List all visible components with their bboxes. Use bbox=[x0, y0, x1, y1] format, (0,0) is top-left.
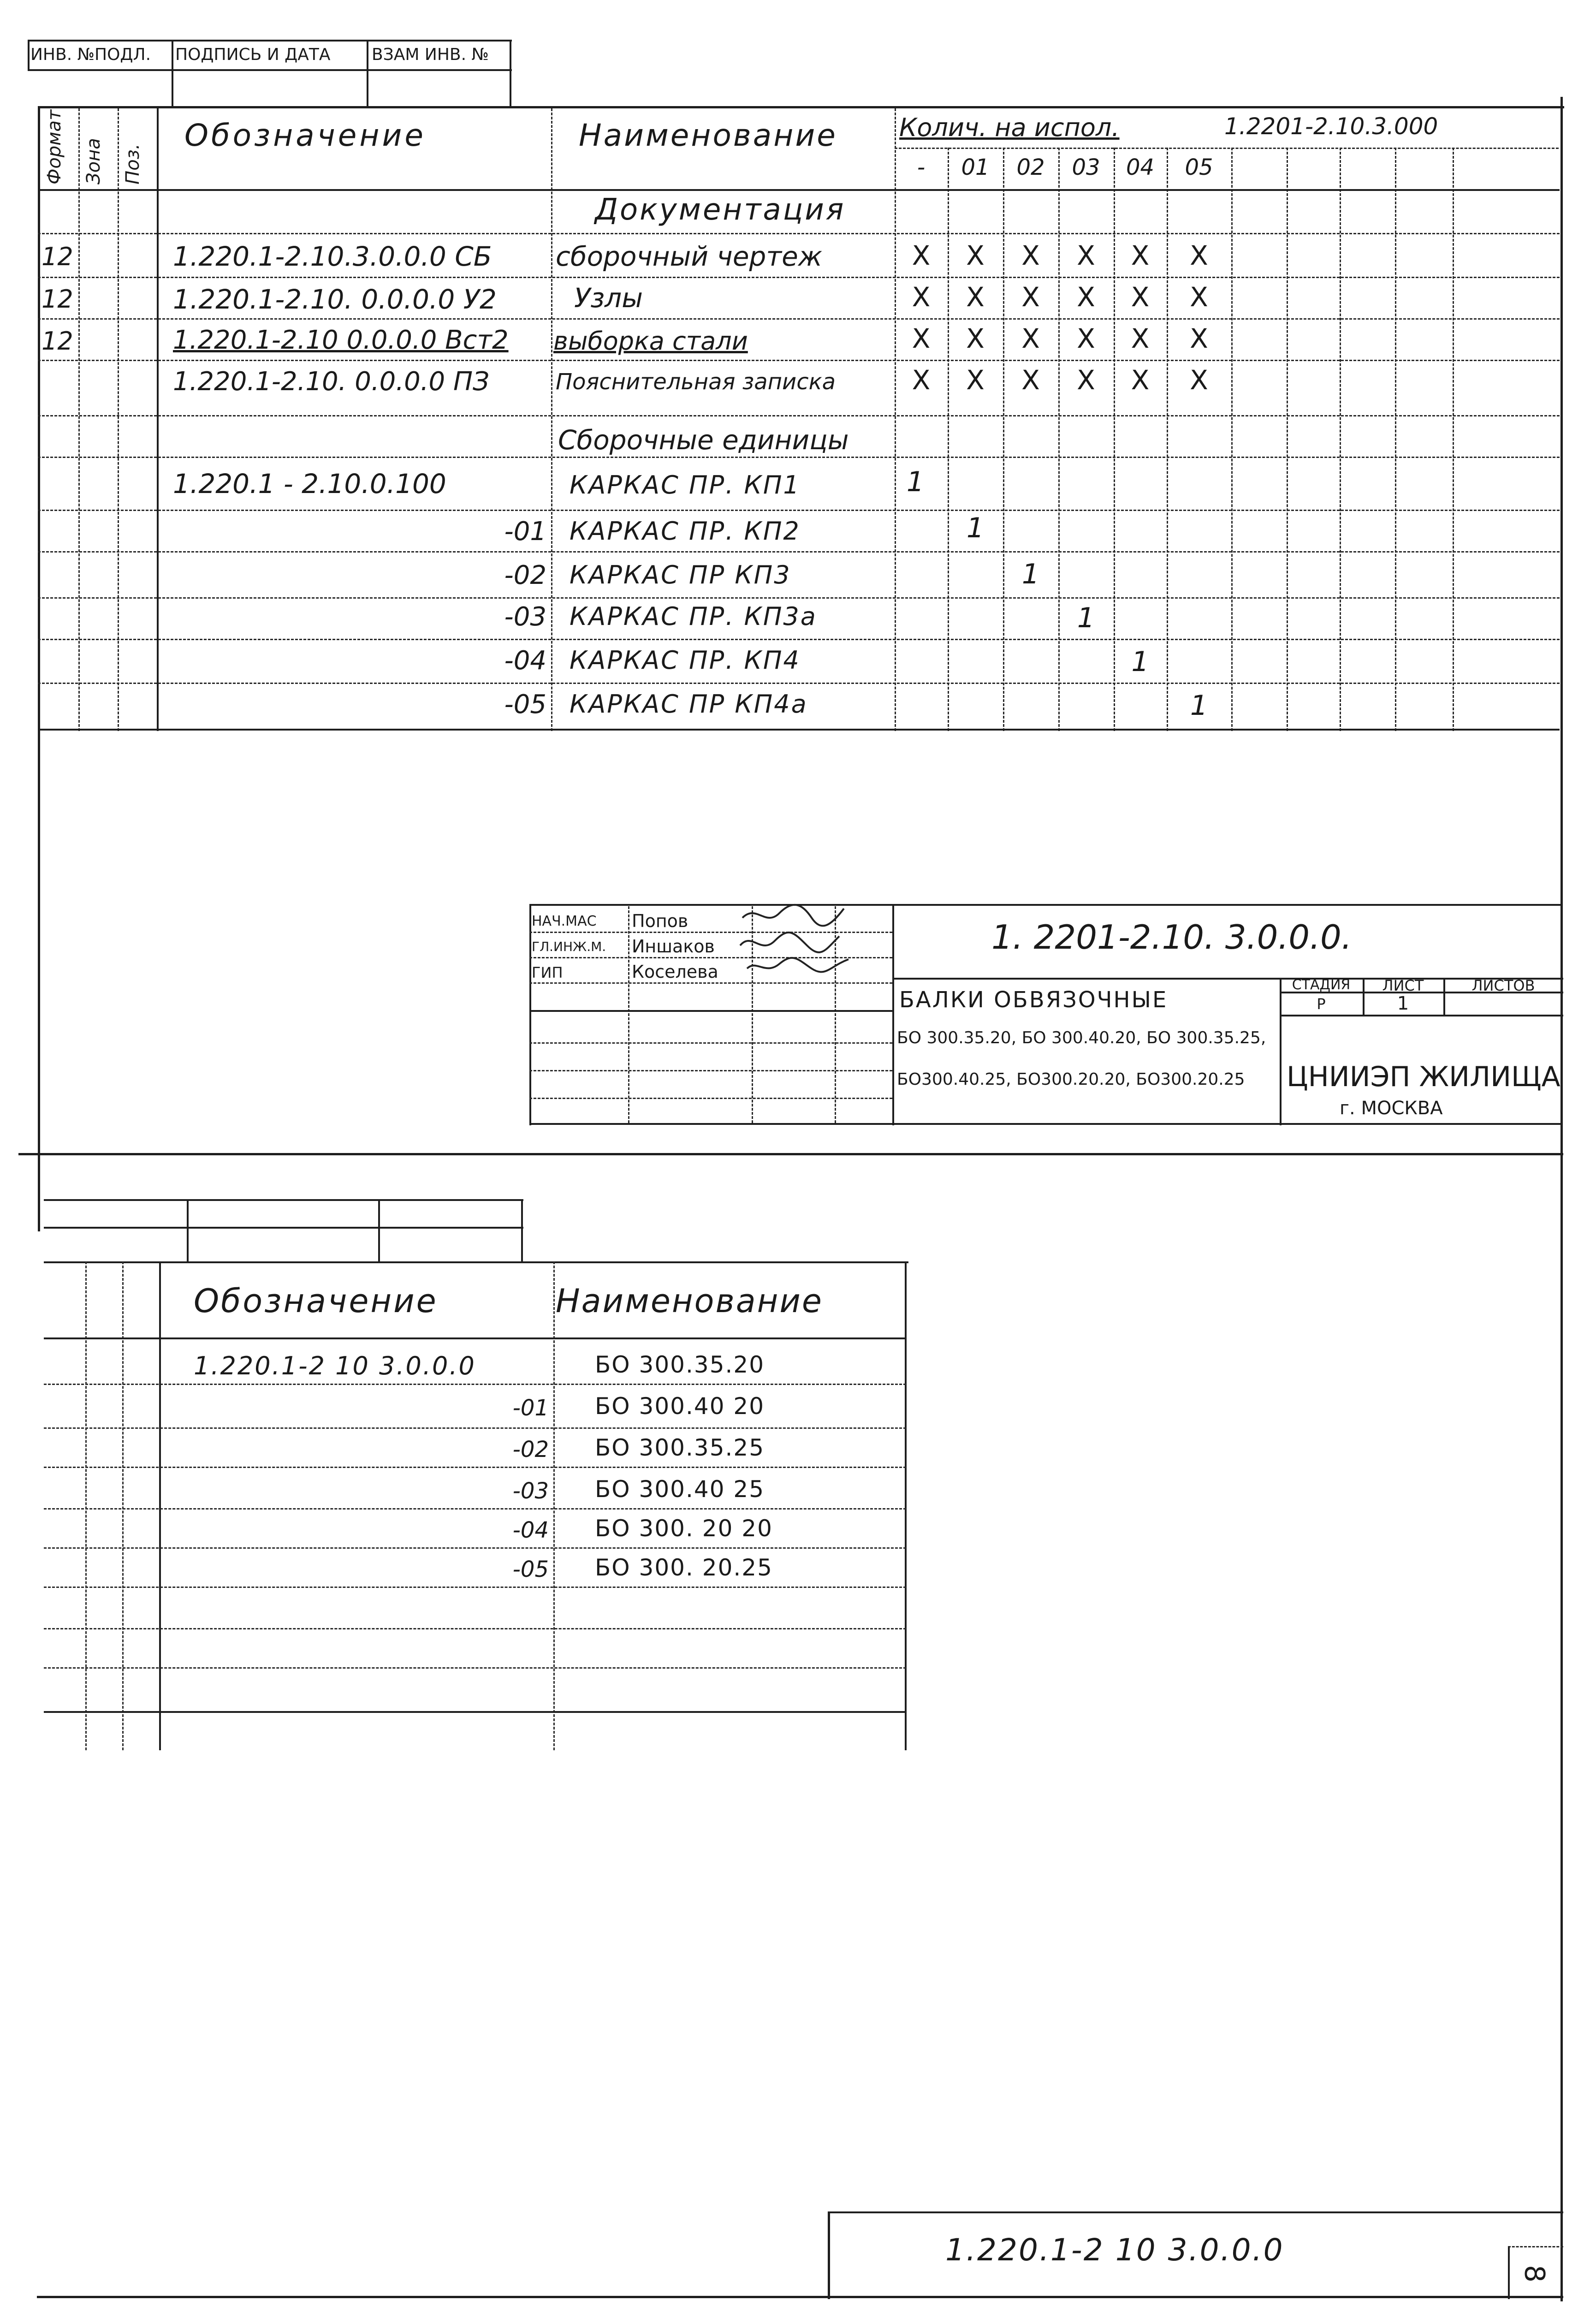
stamp-inv-no: ИНВ. №ПОДЛ. bbox=[30, 45, 151, 64]
row-designation: -05 bbox=[504, 689, 546, 719]
sheets-label: ЛИСТОВ bbox=[1471, 977, 1535, 994]
row-format: 12 bbox=[42, 242, 73, 271]
row-mark: X bbox=[966, 323, 985, 354]
stamp-vzam: ВЗАМ ИНВ. № bbox=[372, 45, 489, 64]
col-header-qty: Колич. на испол. bbox=[899, 113, 1120, 142]
row-mark: X bbox=[912, 364, 931, 396]
row-designation: -03 bbox=[504, 602, 546, 632]
row-name: КАРКАС ПР КП4а bbox=[570, 689, 808, 719]
role-label: НАЧ.МАС bbox=[532, 913, 597, 929]
organization-city: г. МОСКВА bbox=[1340, 1098, 1443, 1119]
row-designation: 1.220.1 - 2.10.0.100 bbox=[173, 468, 446, 499]
row-mark: X bbox=[912, 281, 931, 313]
row-designation: 1.220.1-2.10 0.0.0.0 Вст2 bbox=[173, 325, 509, 355]
row-mark: X bbox=[1021, 364, 1040, 396]
row-mark: X bbox=[966, 240, 985, 271]
variant-designation: -01 bbox=[512, 1395, 549, 1421]
row-mark: X bbox=[1131, 364, 1150, 396]
row-mark: X bbox=[1021, 281, 1040, 313]
stage-value: Р bbox=[1317, 995, 1326, 1013]
row-designation: -01 bbox=[504, 517, 546, 547]
role-name: Иншаков bbox=[632, 936, 715, 957]
row-name: КАРКАС ПР. КП3а bbox=[570, 602, 817, 631]
variants-header-designation: Обозначение bbox=[194, 1282, 438, 1320]
row-designation: -04 bbox=[504, 646, 546, 676]
variant-header: 03 bbox=[1072, 155, 1100, 180]
variant-header: - bbox=[917, 155, 926, 180]
row-format: 12 bbox=[42, 327, 73, 356]
row-mark: X bbox=[1131, 281, 1150, 313]
row-mark: X bbox=[1190, 364, 1208, 396]
col-header-designation: Обозначение bbox=[184, 118, 426, 153]
row-name: выборка стали bbox=[553, 327, 748, 356]
row-qty: 1 bbox=[1077, 602, 1095, 634]
role-label: ГИП bbox=[532, 964, 563, 981]
row-name: КАРКАС ПР. КП1 bbox=[570, 470, 801, 499]
row-name: сборочный чертеж bbox=[556, 241, 823, 272]
variant-header: 02 bbox=[1016, 155, 1045, 180]
row-name: КАРКАС ПР. КП4 bbox=[570, 646, 801, 675]
role-name: Коселева bbox=[632, 962, 718, 982]
row-qty: 1 bbox=[1021, 558, 1040, 590]
title-doc-number: 1. 2201-2.10. 3.0.0.0. bbox=[991, 918, 1352, 957]
role-label: ГЛ.ИНЖ.М. bbox=[532, 939, 606, 954]
variant-designation: -03 bbox=[512, 1478, 549, 1504]
role-name: Попов bbox=[632, 911, 688, 931]
row-mark: X bbox=[1190, 323, 1208, 354]
col-header-name: Наименование bbox=[579, 118, 837, 153]
row-mark: X bbox=[1077, 323, 1095, 354]
row-mark: X bbox=[912, 323, 931, 354]
sheet-label: ЛИСТ bbox=[1382, 977, 1424, 994]
variant-header: 05 bbox=[1185, 155, 1213, 180]
row-mark: X bbox=[1077, 364, 1095, 396]
variant-name: БО 300.40 25 bbox=[595, 1476, 765, 1503]
variant-name: БО 300.40 20 bbox=[595, 1393, 765, 1420]
variants-header-name: Наименование bbox=[556, 1282, 823, 1320]
variant-name: БО 300. 20.25 bbox=[595, 1554, 773, 1581]
col-header-format: Формат bbox=[44, 109, 65, 184]
row-mark: X bbox=[912, 240, 931, 271]
variant-designation: -02 bbox=[512, 1437, 549, 1462]
row-name: КАРКАС ПР. КП2 bbox=[570, 517, 801, 546]
row-mark: X bbox=[1131, 323, 1150, 354]
variant-header: 04 bbox=[1126, 155, 1155, 180]
variant-designation: -04 bbox=[512, 1517, 549, 1543]
row-qty: 1 bbox=[1131, 646, 1149, 678]
stamp-sign-date: ПОДПИСЬ И ДАТА bbox=[175, 45, 331, 64]
row-mark: X bbox=[1190, 240, 1208, 271]
row-mark: X bbox=[1077, 281, 1095, 313]
row-mark: X bbox=[1190, 281, 1208, 313]
row-qty: 1 bbox=[966, 512, 985, 544]
row-mark: X bbox=[966, 281, 985, 313]
row-designation: -02 bbox=[504, 560, 546, 590]
variant-name: БО 300.35.20 bbox=[595, 1351, 765, 1378]
row-name: Пояснительная записка bbox=[556, 369, 836, 395]
row-mark: X bbox=[966, 364, 985, 396]
footer-page-number: 8 bbox=[1518, 2264, 1551, 2283]
row-name: Узлы bbox=[574, 282, 643, 314]
col-header-pos: Поз. bbox=[122, 143, 143, 184]
row-mark: X bbox=[1021, 323, 1040, 354]
footer-doc-number: 1.220.1-2 10 3.0.0.0 bbox=[945, 2232, 1284, 2268]
section-documentation: Документация bbox=[595, 193, 846, 227]
title-variants-line1: БО 300.35.20, БО 300.40.20, БО 300.35.25, bbox=[897, 1028, 1266, 1047]
variant-designation: 1.220.1-2 10 3.0.0.0 bbox=[194, 1351, 476, 1380]
row-mark: X bbox=[1131, 240, 1150, 271]
row-designation: 1.220.1-2.10.3.0.0.0 СБ bbox=[173, 241, 492, 272]
row-name: КАРКАС ПР КП3 bbox=[570, 560, 791, 589]
title-variants-line2: БО300.40.25, БО300.20.20, БО300.20.25 bbox=[897, 1070, 1245, 1089]
stage-label: СТАДИЯ bbox=[1292, 977, 1351, 993]
row-mark: X bbox=[1021, 240, 1040, 271]
row-qty: 1 bbox=[906, 466, 925, 498]
col-header-doc-code: 1.2201-2.10.3.000 bbox=[1224, 113, 1438, 140]
col-header-zone: Зона bbox=[83, 138, 104, 184]
section-assembly-units: Сборочные единицы bbox=[558, 424, 849, 456]
row-format: 12 bbox=[42, 285, 73, 314]
variant-designation: -05 bbox=[512, 1557, 549, 1582]
title-name: БАЛКИ ОБВЯЗОЧНЫЕ bbox=[899, 987, 1168, 1013]
row-designation: 1.220.1-2.10. 0.0.0.0 ПЗ bbox=[173, 367, 489, 397]
sheet-value: 1 bbox=[1397, 993, 1409, 1014]
row-mark: X bbox=[1077, 240, 1095, 271]
row-qty: 1 bbox=[1190, 689, 1208, 722]
variant-name: БО 300.35.25 bbox=[595, 1434, 765, 1461]
signature-graphic bbox=[738, 899, 853, 982]
organization: ЦНИИЭП ЖИЛИЩА bbox=[1287, 1061, 1560, 1093]
variant-name: БО 300. 20 20 bbox=[595, 1515, 773, 1542]
row-designation: 1.220.1-2.10. 0.0.0.0 У2 bbox=[173, 284, 497, 315]
variant-header: 01 bbox=[961, 155, 990, 180]
